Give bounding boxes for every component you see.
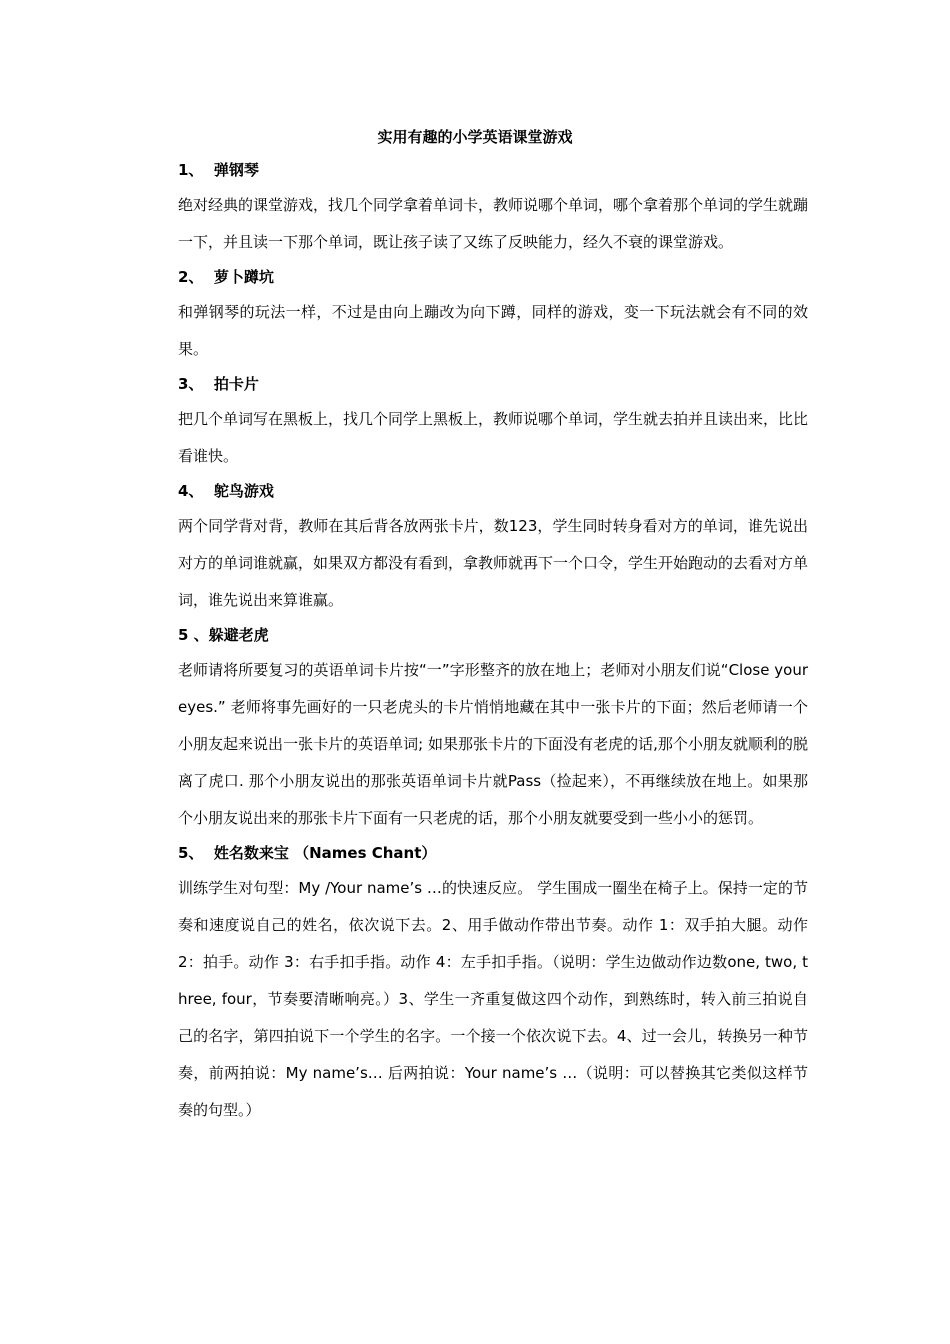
section-heading: 5 、躲避老虎 <box>178 626 269 644</box>
section-slap-cards <box>178 373 808 475</box>
section-paragraph: 绝对经典的课堂游戏，找几个同学拿着单词卡，教师说哪个单词，哪个拿着那个单词的学生就蹦一下，并且读一下那个单词，既让孩子读了又练了反映能力，经久不衰的课堂游戏。 <box>178 196 809 251</box>
section-heading: 2、 萝卜蹲坑 <box>178 268 274 286</box>
section-paragraph: 两个同学背对背，教师在其后背各放两张卡片，数123，学生同时转身看对方的单词，谁先说出对方的单词谁就赢，如果双方都没有看到，拿教师就再下一个口令，学生开始跑动的去看对方单词，谁先说出来算谁赢。 <box>178 517 809 609</box>
document-title: 实用有趣的小学英语课堂游戏 <box>377 128 573 146</box>
section-names-chant <box>178 842 808 1129</box>
section-radish-squat <box>178 266 808 368</box>
section-heading: 3、 拍卡片 <box>178 375 259 393</box>
section-paragraph: 老师请将所要复习的英语单词卡片按“一”字形整齐的放在地上；老师对小朋友们说“Close your eyes.” 老师将事先画好的一只老虎头的卡片悄悄地藏在其中一张卡片的下面；然后老师请一个小朋友起来说出一张卡片的英语单词; 如果那张卡片的下面没有老虎的话,那个小朋友就顺利的脱离了虎口. 那个小朋友说出的那张英语单词卡片就Pass（捡起来），不再继续放在地上。如果那个小朋友说出来的那张卡片下面有一只老虎的话，那个小朋友就要受到一些小小的惩罚。 <box>178 661 808 827</box>
section-heading: 5、 姓名数来宝 （Names Chant） <box>178 844 437 862</box>
section-heading: 1、 弹钢琴 <box>178 161 259 179</box>
section-piano <box>178 159 808 261</box>
section-ostrich-game <box>178 480 808 619</box>
section-heading: 4、 鸵鸟游戏 <box>178 482 274 500</box>
section-paragraph: 训练学生对句型：My /Your name’s …的快速反应。 学生围成一圈坐在椅子上。保持一定的节奏和速度说自己的姓名，依次说下去。2、用手做动作带出节奏。动作 1：双手拍大腿。动作 2：拍手。动作 3：右手扣手指。动作 4：左手扣手指。（说明：学生边做动作边数one, two, three, four，节奏要清晰响亮。）3、学生一齐重复做这四个动作，到熟练时，转入前三拍说自己的名字，第四拍说下一个学生的名字。一个接一个依次说下去。4、过一会儿，转换另一种节奏，前两拍说：My name’s… 后两拍说：Your name’s …（说明：可以替换其它类似这样节奏的句型。） <box>178 879 808 1119</box>
section-paragraph: 和弹钢琴的玩法一样，不过是由向上蹦改为向下蹲，同样的游戏，变一下玩法就会有不同的效果。 <box>178 303 808 358</box>
section-avoid-tiger <box>178 624 808 837</box>
section-paragraph: 把几个单词写在黑板上，找几个同学上黑板上，教师说哪个单词，学生就去拍并且读出来，比比看谁快。 <box>178 410 809 465</box>
document-body <box>178 159 808 1134</box>
